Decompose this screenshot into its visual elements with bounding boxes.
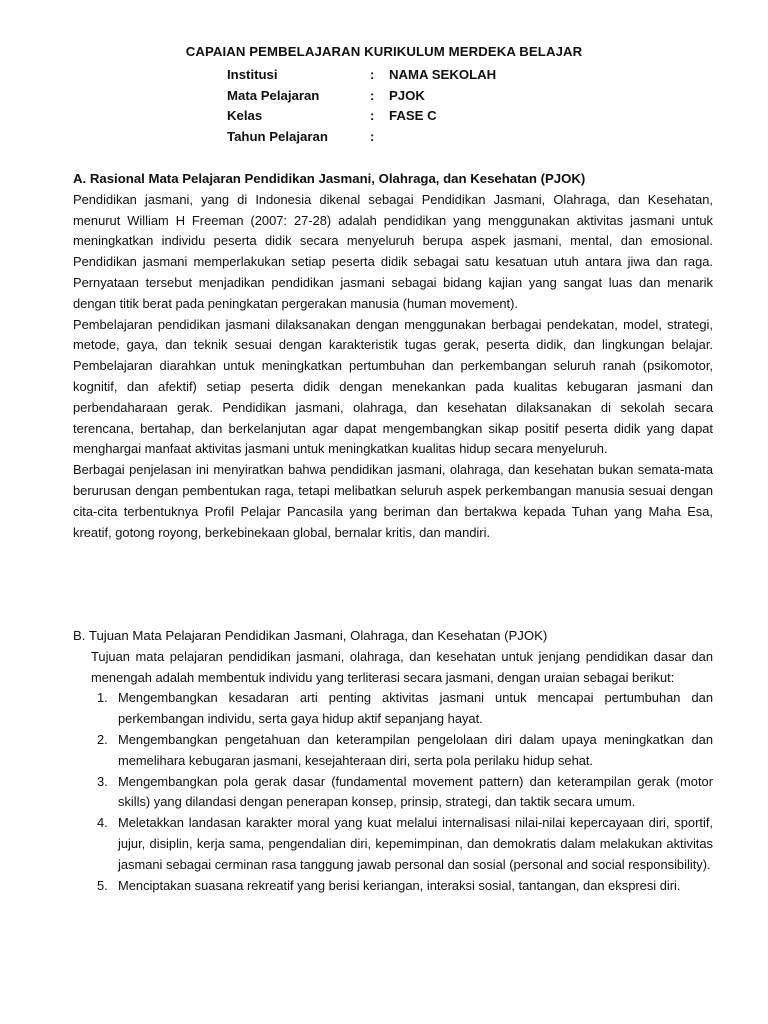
section-b-heading: B. Tujuan Mata Pelajaran Pendidikan Jasmani, Olahraga, dan Kesehatan (PJOK) [73,628,548,643]
meta-label: Mata Pelajaran [227,87,320,103]
goals-list [73,688,713,896]
meta-value: FASE C [389,108,437,124]
list-item-text: Mengembangkan pengetahuan dan keterampilan pengelolaan diri dalam upaya meningkatkan dan memelihara kebugaran jasmani, kesejahteraan diri, serta pola perilaku hidup sehat. [118,731,713,768]
section-b-intro: Tujuan mata pelajaran pendidikan jasmani, olahraga, dan kesehatan untuk jenjang pendidikan dasar dan menengah adalah membentuk individu yang terliterasi secara jasmani, dengan uraian sebagai berikut: [91,648,713,685]
meta-label: Institusi [227,67,278,82]
meta-value: PJOK [389,87,425,103]
list-number: 5. [97,877,108,893]
list-item [73,688,713,730]
list-item [73,730,713,772]
list-item [73,876,713,897]
section-a-heading: A. Rasional Mata Pelajaran Pendidikan Jasmani, Olahraga, dan Kesehatan (PJOK) [73,171,586,186]
document-meta [227,65,567,148]
meta-colon: : [370,87,375,103]
meta-row-tahun-pelajaran [227,127,567,148]
meta-colon: : [370,129,375,145]
meta-value: NAMA SEKOLAH [389,67,497,82]
section-tujuan [73,626,713,896]
list-item-text: Mengembangkan kesadaran arti penting aktivitas jasmani untuk mencapai pertumbuhan dan perkembangan individu, serta gaya hidup aktif sepanjang hayat. [118,690,713,727]
list-item-text: Mengembangkan pola gerak dasar (fundamental movement pattern) dan keterampilan gerak (motor skills) yang dilandasi dengan penerapan konsep, prinsip, strategi, dan taktik secara umum. [118,773,713,810]
meta-colon: : [370,67,375,82]
paragraph: Berbagai penjelasan ini menyiratkan bahwa pendidikan jasmani, olahraga, dan kesehatan bukan semata-mata berurusan dengan pembentukan raga, tetapi melibatkan seluruh aspek perkembangan manusia sesuai dengan cita-cita terbentuknya Profil Pelajar Pancasila yang beriman dan bertakwa kepada Tuhan yang Maha Esa, kreatif, gotong royong, berkebinekaan global, bernalar kritis, dan mandiri. [73,462,713,540]
list-number: 4. [97,815,108,831]
list-item [73,772,713,814]
meta-colon: : [370,108,375,124]
section-rasional [73,169,713,543]
meta-row-kelas [227,106,567,127]
list-item-text: Menciptakan suasana rekreatif yang berisi keriangan, interaksi sosial, tantangan, dan ekspresi diri. [118,877,681,893]
paragraph: Pendidikan jasmani, yang di Indonesia dikenal sebagai Pendidikan Jasmani, Olahraga, dan Kesehatan, menurut William H Freeman (2007: 27-28) adalah pendidikan yang menggunakan aktivitas jasmani untuk meningkatkan individu peserta didik secara menyeluruh berupa aspek jasmani, mental, dan emosional. Pendidikan jasmani memperlakukan setiap peserta didik sebagai satu kesatuan utuh antara jiwa dan raga. Pernyataan tersebut menjadikan pendidikan jasmani sebagai bidang kajian yang sangat luas dan menarik dengan titik berat pada peningkatan pergerakan manusia (human movement). [73,191,713,311]
list-number: 1. [97,690,108,706]
list-number: 3. [97,773,108,789]
list-number: 2. [97,731,108,747]
list-item-text: Meletakkan landasan karakter moral yang kuat melalui internalisasi nilai-nilai kepercayaan diri, sportif, jujur, disiplin, kerja sama, pengendalian diri, kepemimpinan, dan demokratis dalam melakukan aktivitas jasmani sebagai cerminan rasa tanggung jawab personal dan sosial (personal and social responsibility). [118,815,713,872]
meta-row-mata-pelajaran [227,86,567,107]
meta-label: Kelas [227,108,263,124]
list-item [73,813,713,875]
meta-row-institusi [227,65,567,86]
document-title: CAPAIAN PEMBELAJARAN KURIKULUM MERDEKA BELAJAR [185,44,583,59]
paragraph: Pembelajaran pendidikan jasmani dilaksanakan dengan menggunakan berbagai pendekatan, model, strategi, metode, gaya, dan teknik sesuai dengan karakteristik tugas gerak, peserta didik, dan lingkungan belajar. Pembelajaran diarahkan untuk meningkatkan pertumbuhan dan perkembangan seluruh ranah (psikomotor, kognitif, dan afektif) setiap peserta didik dengan menekankan pada kualitas kebugaran jasmani dan perbendaharaan gerak. Pendidikan jasmani, olahraga, dan kesehatan dilaksanakan di sekolah secara terencana, bertahap, dan berkelanjutan agar dapat mengembangkan sikap positif peserta didik yang dapat menghargai manfaat aktivitas jasmani untuk meningkatkan kualitas hidup secara menyeluruh. [73,316,713,457]
meta-label: Tahun Pelajaran [227,129,328,145]
